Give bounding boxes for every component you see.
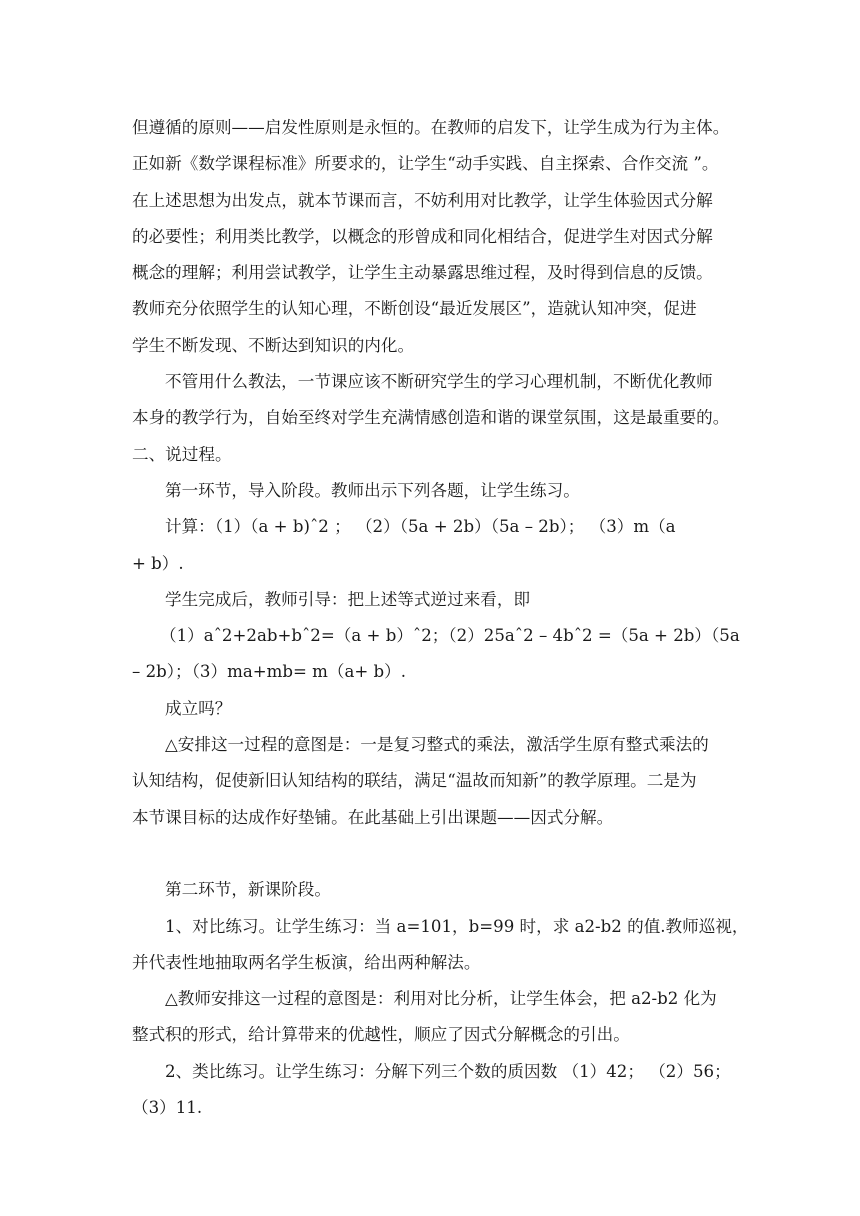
text-line: 1、对比练习。让学生练习：当 a=101，b=99 时，求 a2-b2 的值.教师巡视，: [165, 916, 749, 936]
text-line: 第二环节，新课阶段。: [165, 880, 331, 900]
text-line: 认知结构，促使新旧认知结构的联结，满足“温故而知新”的教学原理。二是为: [132, 771, 697, 791]
text-line: △安排这一过程的意图是：一是复习整式的乘法，激活学生原有整式乘法的: [165, 735, 709, 755]
paragraph-teacher-guide: [132, 582, 740, 618]
text-line: 学生完成后，教师引导：把上述等式逆过来看，即: [165, 589, 531, 609]
paragraph-intent-two: [132, 981, 740, 1054]
text-line: （1）aˆ2+2ab+bˆ2=（a + b）ˆ2；（2）25aˆ2 – 4bˆ2 =（5a + 2b）（5a: [160, 626, 740, 646]
text-line: 教师充分依照学生的认知心理，不断创设“最近发展区”，造就认知冲突，促进: [132, 299, 697, 319]
paragraph-teaching-method: [132, 364, 740, 437]
paragraph-equations: [132, 618, 740, 691]
text-line: 本节课目标的达成作好垫铺。在此基础上引出课题——因式分解。: [132, 807, 614, 827]
paragraph-contrast-exercise: [132, 909, 749, 982]
text-line: 在上述思想为出发点，就本节课而言，不妨利用对比教学，让学生体验因式分解: [132, 190, 713, 210]
text-line: （3）11.: [132, 1098, 203, 1118]
section-heading: [132, 437, 740, 473]
text-line: 整式积的形式，给计算带来的优越性，顺应了因式分解概念的引出。: [132, 1025, 630, 1045]
paragraph-teaching-principles: [132, 110, 740, 364]
paragraph-calculation: [132, 509, 740, 582]
text-line: 第一环节，导入阶段。教师出示下列各题，让学生练习。: [165, 480, 580, 500]
text-line: 的必要性；利用类比教学，以概念的形曾成和同化相结合，促进学生对因式分解: [132, 226, 713, 246]
text-line: 成立吗？: [165, 698, 232, 718]
paragraph-stage-one: [132, 473, 740, 509]
text-line: – 2b）；（3）ma+mb= m（a+ b）.: [132, 662, 407, 682]
blank-line: [132, 836, 740, 872]
document-body: [132, 110, 749, 1126]
text-line: 计算：（1）（a + b)ˆ2 ； （2）（5a + 2b）（5a – 2b）； （3）m（a: [165, 517, 676, 537]
text-line: 不管用什么教法，一节课应该不断研究学生的学习心理机制，不断优化教师: [165, 372, 713, 392]
paragraph-stage-two: [132, 872, 740, 908]
text-line: + b）.: [132, 553, 184, 573]
paragraph-question: [132, 691, 740, 727]
text-line: 正如新《数学课程标准》所要求的，让学生“动手实践、自主探索、合作交流 ”。: [132, 154, 719, 174]
text-line: 概念的理解；利用尝试教学，让学生主动暴露思维过程，及时得到信息的反馈。: [132, 263, 713, 283]
paragraph-intent-one: [132, 727, 740, 836]
text-line: 并代表性地抽取两名学生板演，给出两种解法。: [132, 952, 481, 972]
text-line: 2、类比练习。让学生练习：分解下列三个数的质因数 （1）42； （2）56；: [165, 1061, 731, 1081]
paragraph-analogy-exercise: [132, 1054, 740, 1127]
section-heading-text: 二、说过程。: [132, 444, 232, 464]
text-line: 学生不断发现、不断达到知识的内化。: [132, 335, 415, 355]
text-line: 本身的教学行为，自始至终对学生充满情感创造和谐的课堂氛围，这是最重要的。: [132, 408, 730, 428]
text-line: △教师安排这一过程的意图是：利用对比分析，让学生体会，把 a2-b2 化为: [165, 989, 717, 1009]
text-line: 但遵循的原则——启发性原则是永恒的。在教师的启发下，让学生成为行为主体。: [132, 118, 730, 137]
